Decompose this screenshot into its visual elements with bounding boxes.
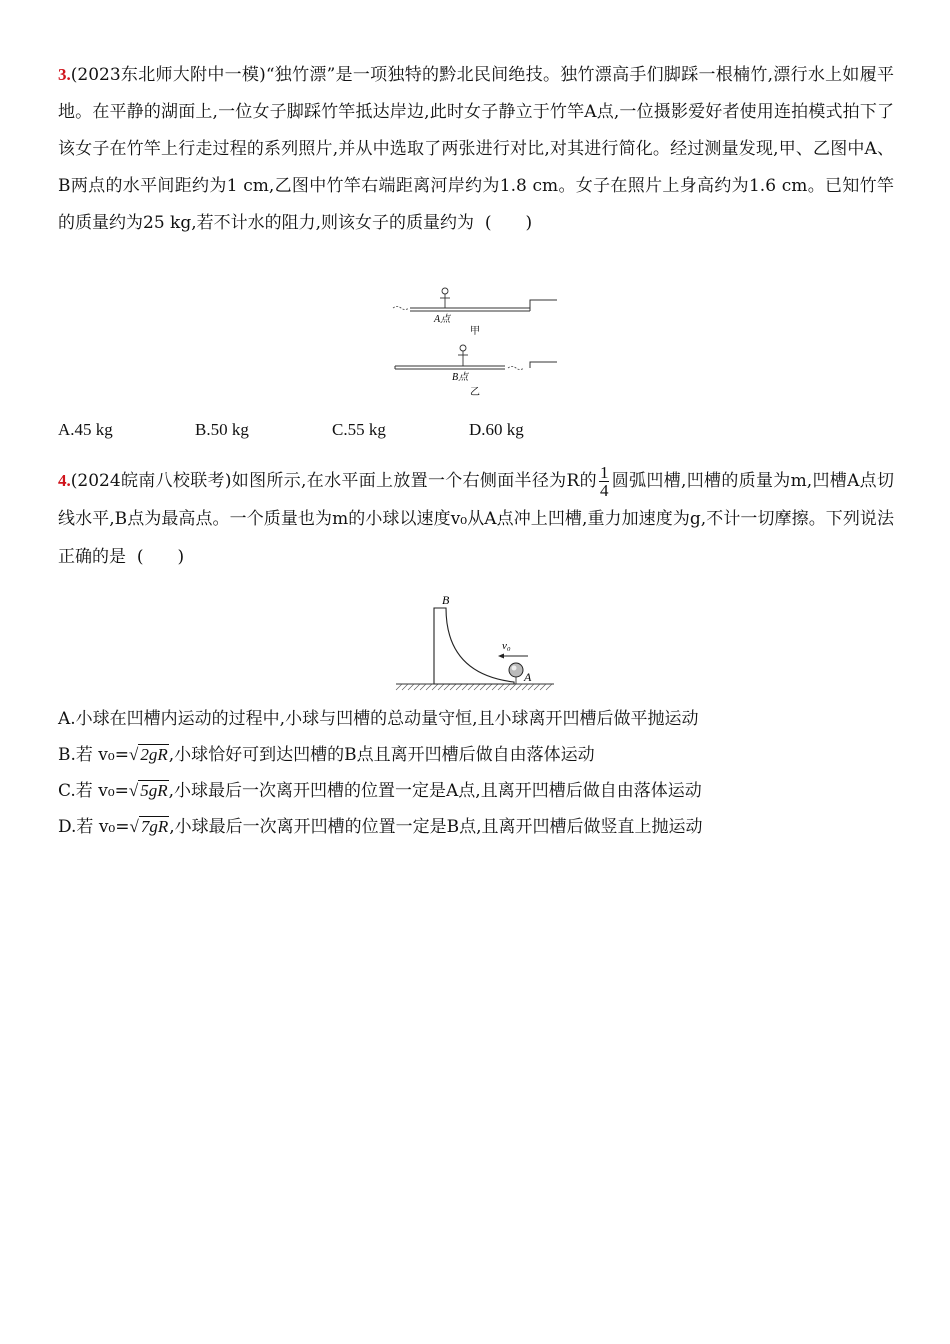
figure-caption-jia: 甲 [470,326,480,337]
figure-yi [395,345,557,398]
question-4-text-1: 如图所示,在水平面上放置一个右侧面半径为R的 [231,471,597,491]
option-4d[interactable] [58,812,703,837]
question-3-bracket: ( ) [484,213,533,233]
figure-caption-yi: 乙 [470,387,480,398]
figure-label-a-point: A点 [434,314,451,325]
option-4b-prefix: B.若 v₀= [58,745,129,765]
option-3d[interactable]: D.60 kg [469,420,524,439]
label-a: A [524,670,532,684]
option-4d-prefix: D.若 v₀= [58,817,130,837]
ball [509,663,523,677]
fraction-denominator: 4 [599,481,609,500]
option-3a[interactable]: A.45 kg [58,420,113,439]
label-b: B [442,593,450,607]
label-v0: v₀ [502,640,511,652]
question-4-stem [58,462,894,576]
sqrt-5gr-radicand: 5gR [140,781,168,800]
question-4-figure [394,590,556,694]
sqrt-7gr-radicand: 7gR [140,817,169,836]
question-3-figure [390,284,560,402]
question-4-bracket: ( ) [136,547,185,567]
question-4-source: (2024皖南八校联考) [70,471,232,491]
sqrt-7gr: √ 7gR [129,817,169,836]
question-3-text: “独竹漂”是一项独特的黔北民间绝技。独竹漂高手们脚踩一根楠竹,漂行水上如履平地。在平静的湖面上,一位女子脚踩竹竿抵达岸边,此时女子静立于竹竿A点,一位摄影爱好者使用连拍模式拍下了该女子在竹竿上行走过程的系列照片,并从中选取了两张进行对比,对其进行简化。经过测量发现,甲、乙图中A、B两点的水平间距约为1 cm,乙图中竹竿右端距离河岸约为1.8 cm。女子在照片上身高约为1.6 cm。已知竹竿的质量约为25 kg,若不计水的阻力,则该女子的质量约为 [58,65,894,233]
option-3b[interactable]: B.50 kg [195,420,249,439]
question-3 [58,56,894,242]
question-3-stem [58,56,894,242]
option-4b-suffix: ,小球恰好可到达凹槽的B点且离开凹槽后做自由落体运动 [168,745,595,765]
fraction-numerator: 1 [599,463,609,482]
ground-hatching [396,684,552,690]
question-4-text-2: 圆弧凹槽,凹槽的质量为m,凹槽A点切线水平,B点为最高点。一个质量也为m的小球以速度v₀从A点冲上凹槽,重力加速度为g,不计一切摩擦。下列说法正确的是 [58,471,894,567]
question-3-source: (2023东北师大附中一模) [70,65,266,85]
option-4a[interactable] [58,704,699,729]
ball-highlight [512,666,517,671]
option-3c[interactable]: C.55 kg [332,420,386,439]
question-4-number: 4. [58,471,71,490]
option-4c-prefix: C.若 v₀= [58,781,129,801]
question-3-number: 3. [58,65,71,84]
question-4 [58,462,894,576]
option-4c[interactable] [58,776,702,801]
sqrt-2gr: √ 2gR [128,745,168,764]
figure-label-b-point: B点 [452,372,469,383]
sqrt-2gr-radicand: 2gR [140,745,168,764]
fraction-quarter [599,464,610,499]
option-4a-text: A.小球在凹槽内运动的过程中,小球与凹槽的总动量守恒,且小球离开凹槽后做平抛运动 [58,709,699,729]
option-4c-suffix: ,小球最后一次离开凹槽的位置一定是A点,且离开凹槽后做自由落体运动 [168,781,702,801]
sqrt-5gr: √ 5gR [128,781,168,800]
figure-jia [393,288,557,337]
option-4b[interactable] [58,740,595,765]
option-4d-suffix: ,小球最后一次离开凹槽的位置一定是B点,且离开凹槽后做竖直上抛运动 [169,817,703,837]
